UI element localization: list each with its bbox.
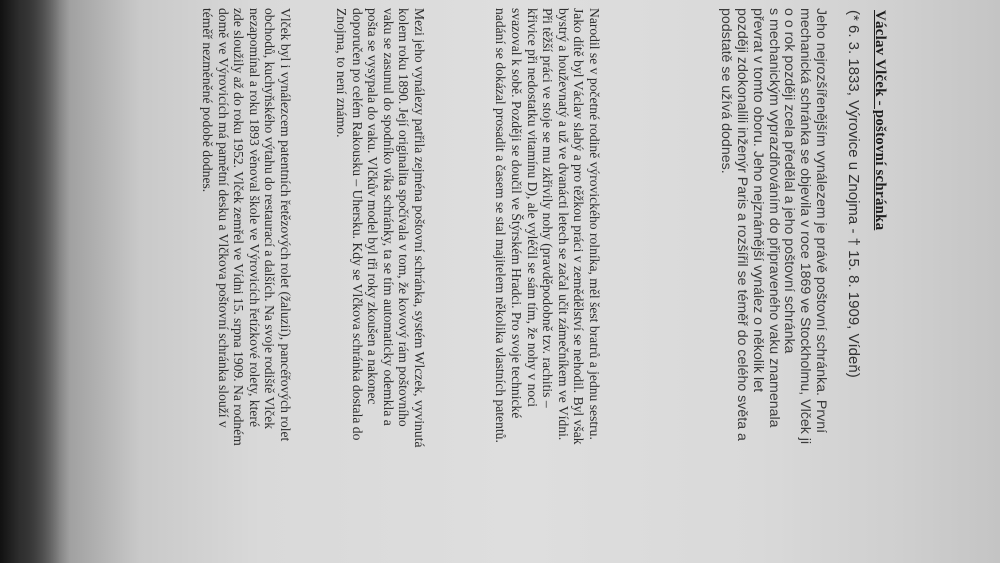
intro-line: o o rok později zcela předělal a jeho poštovní schránka (781, 8, 798, 354)
intro-line: později zdokonalili inženýr Paris a rozšířil se téměř do celého světa a (734, 8, 751, 441)
document-title: Václav Vlček - poštovní schránka (872, 10, 888, 231)
paragraph-birth (493, 8, 602, 553)
paragraph-line: Jako dítě byl Václav slabý a pro těžkou práci v zemědělství se nehodil. Byl však (571, 8, 587, 445)
paragraph-line: pošta se vysypala do vaku. Vlčkův model byl tři roky zkoušen a nakonec (365, 8, 381, 405)
paragraph-line: Znojma, to není známo. (334, 8, 350, 138)
paragraph-line: doporučen po celém Rakousku – Uhersku. Kdy se Vlčkova schránka dostala do (349, 8, 365, 441)
page-edge-shadow (0, 0, 70, 563)
intro-paragraph (717, 8, 828, 543)
paragraph-line: Při těžší práci ve stoje se mu zkřivily nohy (pravděpodobně tzv. rachitis – (540, 8, 556, 408)
intro-line: Jeho nejrozšířenějším vynálezem je právě poštovní schránka. První (813, 8, 829, 434)
paragraph-line: nezapomínal a roku 1893 věnoval škole ve Výrovicích řetízkové rolety, které (246, 8, 262, 427)
intro-line: mechanická schránka se objevila v roce 1869 ve Stockholmu, Vlček ji (797, 8, 814, 445)
document-sheet (170, 0, 1000, 563)
life-dates: (* 6. 3. 1833, Výrovice u Znojma - † 15. 8. 1909, Vídeň) (845, 10, 862, 378)
paragraph-line: křivice při nedostatku vitamínu D), ale vyléčil se sám tím, že nohy v noci (524, 8, 540, 408)
paragraph-line: svazoval k sobě. Později se doučil ve Štýrském Hradci. Pro svoje technické (509, 8, 525, 419)
paragraph-line: Narodil se v početné rodině výrovického rolníka, měl šest bratrů a jednu sestru. (587, 8, 602, 440)
paragraph-line: zde sloužily až do roku 1952. Vlček zemřel ve Vídni 15. srpna 1909. Na rodném (231, 8, 247, 446)
paragraph-line: vaku se zasunul do spodníko víka schránky, ta se tím automaticky odemkla a (380, 8, 396, 426)
paragraph-line: kolem roku 1890. Její originalita spočívala v tom, že kovový rám poštovního (396, 8, 412, 427)
intro-line: podstatě se užívá dodnes. (718, 8, 735, 174)
paragraph-line: Vlček byl i vynálezcem patentních řetězových rolet (žaluzií), pancéřových rolet (278, 8, 293, 442)
intro-line: s mechanickým vyprazdňováním do připraveného vaku znamenala (765, 8, 782, 428)
paragraph-line: téměř nezměněné podobě dodnes. (200, 8, 216, 193)
paragraph-line: nadání se dokázal prosadit a časem se stal majitelem několika vlastních patentů. (493, 8, 509, 443)
paragraph-line: Mezi jeho vynálezy patřila zejména poštovní schránka, systém Wlczek, vyvinutá (412, 8, 427, 448)
paragraph-line: obchodů, kuchyňského výtahu do restaurací a dalších. Na svoje rodiště Vlček (262, 8, 278, 430)
paragraph-inventions (199, 8, 293, 553)
paragraph-line: bystrý a houževnatý a už ve dvanácti letech se začal učit zámečníkem ve Vídni. (555, 8, 571, 441)
paragraph-mailbox (333, 8, 427, 553)
rotated-page (170, 0, 1000, 563)
intro-line: převrat v tomto oboru. Jeho nejznámější vynález o několik let (749, 8, 766, 393)
paragraph-line: domě ve Výrovicích má pamětní desku a Vlčkova poštovní schránka slouží v (215, 8, 231, 428)
